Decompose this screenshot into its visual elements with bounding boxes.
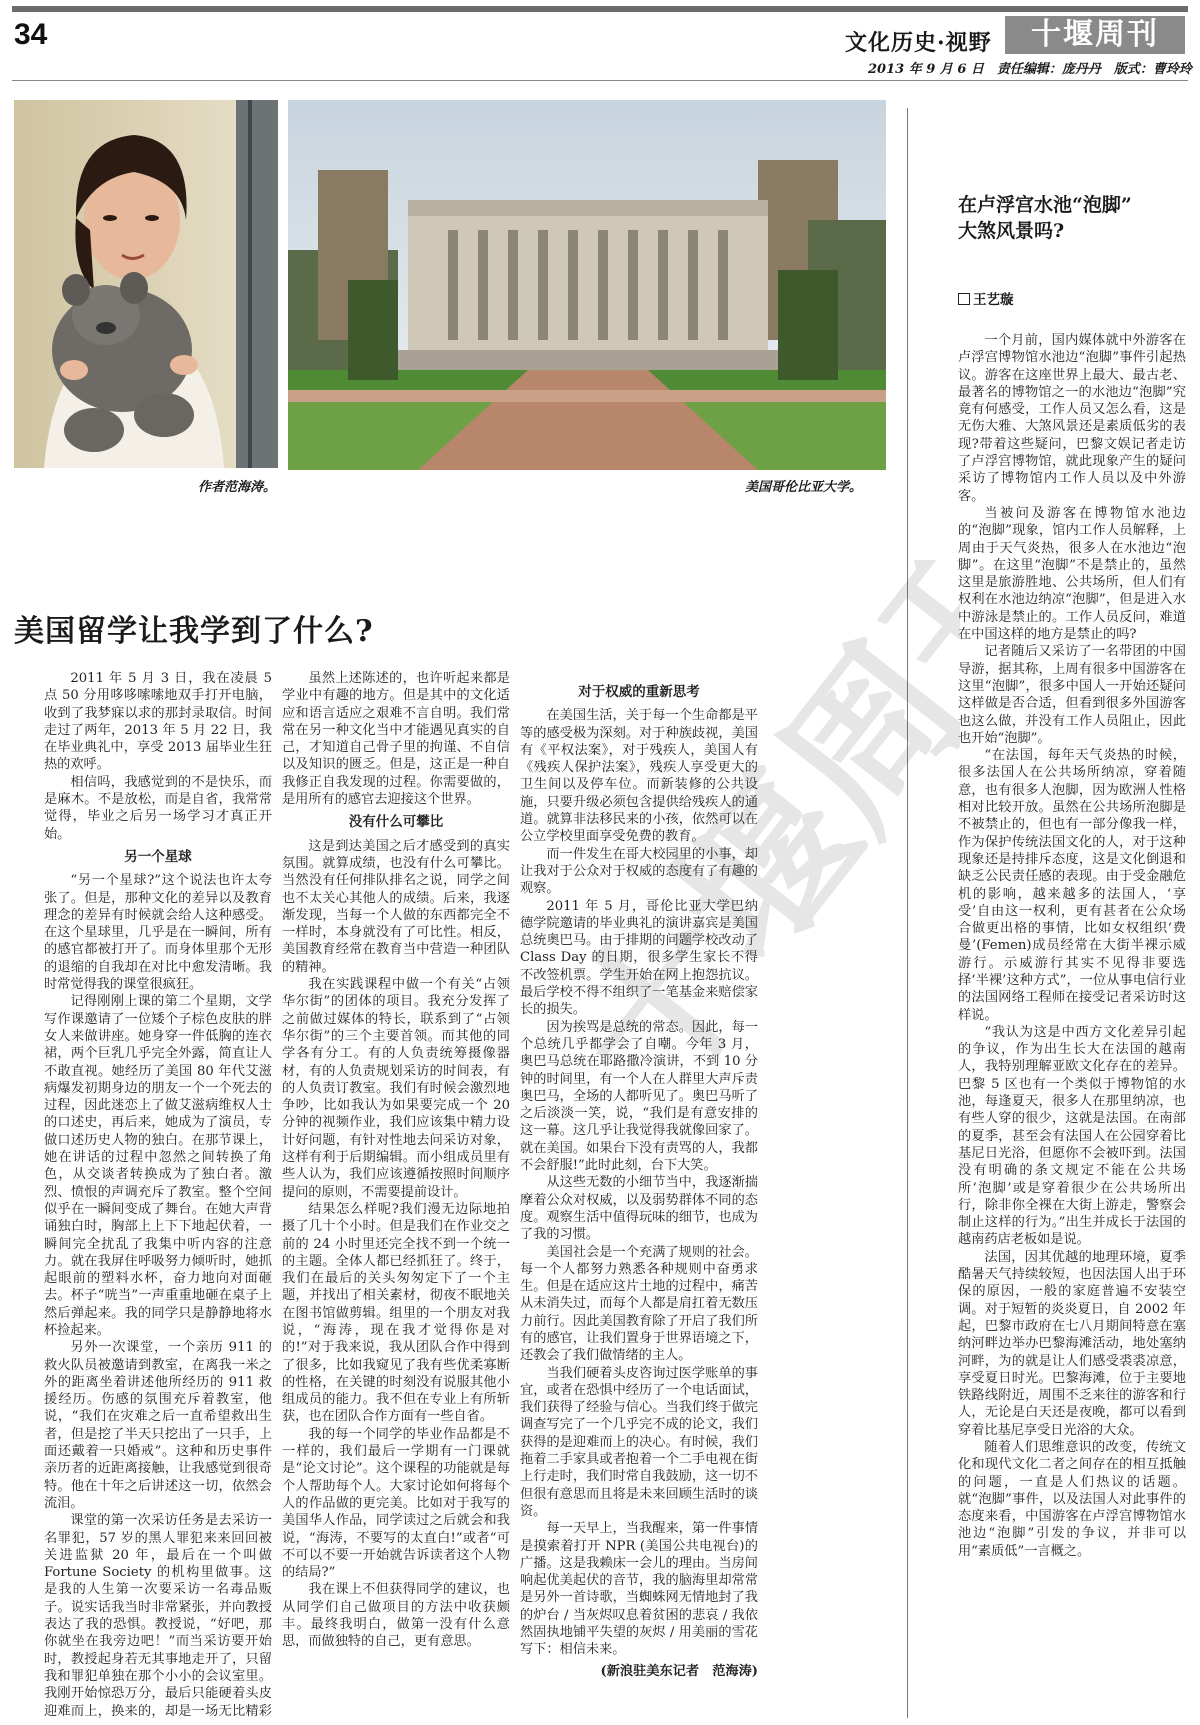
article-column-2 bbox=[282, 670, 510, 1720]
columbia-photo bbox=[288, 100, 886, 470]
article-byline: (新浪驻美东记者 范海涛) bbox=[600, 1663, 758, 1679]
page-number: 34 bbox=[14, 18, 48, 51]
sidebar-title-line-1: 在卢浮宫水池“泡脚” bbox=[958, 194, 1132, 216]
sidebar-paragraph: “在法国，每年天气炎热的时候，很多法国人在公共场所纳凉，穿着随意，也有很多人泡脚，因为欧洲人性格相对比较开放。虽然在公共场所泡脚是不被禁止的，但也有一部分像我一样，作为保护传统法国文化的人，对于这种现象还是持排斥态度，这是文化倒退和缺乏公民责任感的表现。由于受金融危机的影响，越来越多的法国人，‘享受’自由这一权利，更有甚者在公众场合做更出格的事情，比如女权组织‘费曼’(Femen)成员经常在大街半裸示威游行。示威游行其实不见得非要选择‘半裸’这种方式”，一位从事电信行业的法国网络工程师在接受记者采访时这样说。 bbox=[958, 748, 1186, 1023]
sidebar-author-name: 王艺璇 bbox=[973, 292, 1014, 308]
columbia-photo-caption: 美国哥伦比亚大学。 bbox=[745, 480, 863, 495]
paragraph: 记得刚刚上课的第二个星期，文学写作课邀请了一位矮个子棕色皮肤的胖女人来做讲座。她身穿一件低胸的连衣裙，两个巨乳几乎完全外露，简直让人不敢直视。她经历了美国 80 年代艾滋病爆发初期身边的朋友一个一个死去的过程，因此迷恋上了做艾滋病维权人士的口述史，再后来，她成为了演员，专做口述历史人物的独白。在那节课上，她在讲话的过程中忽然之间转换了角色，从交谈者转换成为了独白者。激烈、愤恨的声调充斥了教室。整个空间似乎在一瞬间变成了舞台。在她大声背诵独白时，胸部上上下下地起伏着，一瞬间完全扰乱了我集中听内容的注意力。就在我屏住呼吸努力倾听时，她抓起眼前的塑料水杯，奋力地向对面砸去。杯子“咣当”一声重重地砸在桌子上然后弹起来。我的同学只是静静地将水杯捡起来。 bbox=[44, 994, 272, 1338]
subheading: 对于权威的重新思考 bbox=[578, 684, 700, 700]
sidebar-paragraph: 记者随后又采访了一名带团的中国导游，据其称，上周有很多中国游客在这里“泡脚”，很多中国人一开始还疑问这样做是否合适，但看到很多外国游客也这么做，并没有工作人员阻止，因此也开始“泡脚”。 bbox=[958, 644, 1186, 746]
sidebar-body bbox=[958, 332, 1186, 1720]
svg-text:十堰周刊: 十堰周刊 bbox=[534, 560, 960, 1080]
paragraph: 我的每一个同学的毕业作品都是不一样的，我们最后一学期有一门课就是“论文讨论”。这个课程的功能就是每个人帮助每个人。大家讨论如何将每个人的作品做的更完美。比如对于我写的美国华人作品，同学读过之后就会和我说，“海涛，不要写的太直白!”或者“可不可以不要一开始就告诉读者这个人物的结局?” bbox=[282, 1426, 510, 1581]
paragraph: 2011 年 5 月 3 日，我在凌晨 5 点 50 分用哆哆嗦嗦地双手打开电脑，收到了我梦寐以求的那封录取信。时间走过了两年，2013 年 5 月 22 日，我在毕业典礼中，享受 2013 届毕业生狂热的欢呼。 bbox=[44, 671, 272, 773]
paragraph: “另一个星球?”这个说法也许太夸张了。但是，那种文化的差异以及教育理念的差异有时候就会给人这种感受。在这个星球里，几乎是在一瞬间，所有的感官都被打开了。而身体里那个无形的退缩的自我却在对比中愈发清晰。我时常觉得我的课堂很疯狂。 bbox=[44, 873, 272, 993]
column-divider bbox=[907, 108, 908, 1718]
author-photo-caption: 作者范海涛。 bbox=[198, 480, 277, 495]
section-title: 文化历史·视野 bbox=[845, 30, 992, 56]
top-rule bbox=[12, 6, 1188, 12]
article-column-1 bbox=[44, 670, 272, 1720]
paragraph: 我在课上不但获得同学的建议，也从同学们自己做项目的方法中收获颇丰。最终我明白，做第一没有什么意思，而做独特的自己，更有意思。 bbox=[282, 1582, 510, 1650]
paragraph: 因为挨骂是总统的常态。因此，每一个总统几乎都学会了自嘲。今年 3 月，奥巴马总统在耶路撒冷演讲，不到 10 分钟的时间里，有一个人在人群里大声斥责奥巴马，全场的人都听见了。奥巴马听了之后淡淡一笑，说，“我们是有意安排的这一幕。这几乎让我觉得我就像回家了。就在美国。如果台下没有责骂的人，我都不会舒服!”此时此刻，台下大笑。 bbox=[520, 1019, 758, 1174]
paragraph: 2011 年 5 月，哥伦比亚大学巴纳德学院邀请的毕业典礼的演讲嘉宾是美国总统奥巴马。由于排期的问题学校改动了 Class Day 的日期，很多学生家长不得不改签机票。学生开始在网上抱怨抗议。最后学校不得不组织了一笔基金来赔偿家长的损失。 bbox=[520, 898, 758, 1018]
sidebar-title bbox=[958, 192, 1132, 244]
byline-box-icon bbox=[958, 293, 970, 305]
sidebar-paragraph: 法国，因其优越的地理环境，夏季酷暑天气持续较短，也因法国人出于环保的原因，一般的家庭普遍不安装空调。对于短暂的炎炎夏日，自 2002 年起，巴黎市政府在七八月期间特意在塞纳河畔边举办巴黎海滩活动，地处塞纳河畔，为的就是让人们感受裘裘凉意，享受夏日时光。巴黎海滩，位于主要地铁路线附近，周围不乏来往的游客和行人，无论是白天还是夜晚，都可以看到穿着比基尼享受日光浴的大众。 bbox=[958, 1249, 1186, 1438]
sidebar-author bbox=[958, 288, 1014, 308]
subheading: 没有什么可攀比 bbox=[348, 814, 444, 831]
sidebar-title-line-2: 大煞风景吗? bbox=[958, 220, 1065, 242]
paragraph: 虽然上述陈述的，也许听起来都是学业中有趣的地方。但是其中的文化适应和语言适应之艰难不言自明。我们常常在另一种文化当中才能遇见真实的自己，才知道自己骨子里的拘谨、不自信以及知识的匮乏。但是，这正是一种自我修正自我发现的过程。你需要做的，是用所有的感官去迎接这个世界。 bbox=[282, 671, 510, 808]
paragraph: 我在实践课程中做一个有关“占领华尔街”的团体的项目。我充分发挥了之前做过媒体的特长，联系到了“占领华尔街”的三个主要首领。而其他的同学各有分工。有的人负责统筹摄像器材，有的人负责规划采访的时间表，有的人负责订教室。我们有时候会激烈地争吵，比如我认为如果要完成一个 20 分钟的视频作业，我们应该集中精力设计好问题，有针对性地去问采访对象，这样有利于后期编辑。而小组成员里有些人认为，我们应该遵循按照时间顺序提问的原则，不需要提前设计。 bbox=[282, 977, 510, 1200]
paragraph: 当我们硬着头皮咨询过医学账单的事宜，或者在恐惧中经历了一个电话面试，我们获得了经验与信心。当我们终于做完调查写完了一个几乎完不成的论文，我们获得的是迎难而上的决心。有时候，我们拖着二手家具或者抱着一个二手电视在街上行走时，我们时常自我鼓励，这一切不但很有意思而且将是未来回顾生活时的谈资。 bbox=[520, 1365, 758, 1519]
paragraph: 而一件发生在哥大校园里的小事，却让我对于公众对于权威的态度有了有趣的观察。 bbox=[520, 846, 758, 897]
article-headline: 美国留学让我学到了什么? bbox=[14, 614, 374, 649]
masthead-logo: 十堰周刊 bbox=[1005, 16, 1185, 54]
issue-meta: 2013 年 9 月 6 日 责任编辑：庞丹丹 版式：曹玲玲 bbox=[868, 62, 1192, 77]
sidebar-paragraph: 当被问及游客在博物馆水池边的“泡脚”现象，馆内工作人员解释，上周由于天气炎热，很多人在水池边“泡脚”。在这里“泡脚”不是禁止的，虽然这里是旅游胜地、公共场所，但人们有权利在水池边纳凉“泡脚”，但是进入水中游泳是禁止的。工作人员反问，难道在中国这样的地方是禁止的吗? bbox=[958, 505, 1186, 643]
paragraph: 这是到达美国之后才感受到的真实氛围。就算成绩，也没有什么可攀比。当然没有任何排队排名之说，同学之间也不太关心其他人的成绩。后来，我逐渐发现，当每一个人做的东西都完全不一样时，本身就没有了可比性。相反，美国教育经常在教育当中营造一种团队的精神。 bbox=[282, 838, 510, 975]
author-photo bbox=[14, 100, 278, 468]
sidebar-paragraph: “我认为这是中西方文化差异引起的争议，作为出生长大在法国的越南人，我特别理解亚欧文化存在的差异。巴黎 5 区也有一个类似于博物馆的水池，每逢夏天，很多人在那里纳凉，也有些人穿的很少，这就是法国。在南部的夏季，甚至会有法国人在公园穿着比基尼日光浴，但愿你不会被吓到。法国没有明确的条文规定不能在公共场所‘泡脚’或是穿着很少在公共场所出行，除非你全裸在大街上游走，警察会制止这样的行为。”出生并成长于法国的越南药店老板如是说。 bbox=[958, 1024, 1186, 1248]
paragraph: 从这些无数的小细节当中，我逐渐揣摩着公众对权威，以及弱势群体不同的态度。观察生活中值得玩味的细节，也成为了我的习惯。 bbox=[520, 1175, 758, 1243]
paragraph: 课堂的第一次采访任务是去采访一名罪犯，57 岁的黑人罪犯来来回回被关进监狱 20 年，最后在一个叫做 Fortune Society 的机构里做事。这是我的人生第一次要采访一名毒品贩子。说实话我当时非常紧张，并向教授表达了我的恐惧。教授说，“好吧，那你就坐在我旁边吧！”而当采访要开始时，教授起身若无其事地走开了，只留我和罪犯单独在那个小小的会议室里。我刚开始惊恐万分，最后只能硬着头皮迎难而上，换来的，却是一场无比精彩 bbox=[44, 1513, 272, 1719]
paragraph: 另外一次课堂，一个亲历 911 的救火队员被邀请到教室，在离我一米之外的距离坐着讲述他所经历的 911 救援经历。伤感的氛围充斥着教室，他说，“我们在灾难之后一直希望救出生者，但是挖了半天只挖出了一只手，上面还戴着一只婚戒”。这种和历史事件亲历者的近距离接触，让我感觉到很奇特。他在十年之后讲述这一切，依然会流泪。 bbox=[44, 1340, 272, 1511]
header-divider bbox=[12, 80, 1188, 81]
paragraph: 美国社会是一个充满了规则的社会。每一个人都努力熟悉各种规则中奋勇求生。但是在适应这片土地的过程中，痛苦从未消失过，而每个人都是肩扛着无数压力前行。因此美国教育除了开启了我们所有的感官，让我们置身于世界语境之下，还教会了我们做情绪的主人。 bbox=[520, 1244, 758, 1364]
subheading: 另一个星球 bbox=[124, 848, 192, 865]
article-column-3 bbox=[520, 678, 758, 1720]
paragraph: 在美国生活，关于每一个生命都是平等的感受极为深刻。对于种族歧视，美国有《平权法案》，对于残疾人，美国人有《残疾人保护法案》，残疾人享受更大的卫生间以及停车位。而新装修的公共设施，只要升级必须包含提供给残疾人的通道。就算非法移民来的小孩，依然可以在公立学校里面享受免费的教育。 bbox=[520, 708, 758, 845]
sidebar-paragraph: 随着人们思维意识的改变，传统文化和现代文化二者之间存在的相互抵触的问题，一直是人们热议的话题。就“泡脚”事件，以及法国人对此事件的态度来看，中国游客在卢浮宫博物馆水池边“泡脚”引发的争议，并非可以用“素质低”一言概之。 bbox=[958, 1440, 1186, 1559]
paragraph: 结果怎么样呢?我们漫无边际地拍摄了几十个小时。但是我们在作业交之前的 24 小时里还完全找不到一个统一的主题。全体人都已经抓狂了。终于，我们在最后的关头匆匆定下了一个主题，并找出了相关素材，彻夜不眠地关在图书馆做剪辑。组里的一个朋友对我说，“海涛，现在我才觉得你是对的!”对于我来说，我从团队合作中得到了很多，比如我窥见了我有些优柔寡断的性格，在关键的时刻没有说服其他小组成员的能力。我不但在专业上有所斩获，也在团队合作方面有一些自省。 bbox=[282, 1201, 510, 1425]
paragraph: 每一天早上，当我醒来，第一件事情是摸索着打开 NPR (美国公共电视台)的广播。这是我赖床一会儿的理由。当房间响起优美起伏的音节，我的脑海里却常常是另外一首诗歌，当蜘蛛网无情地封了我的炉台 / 当灰烬叹息着贫困的悲哀 / 我依然固执地铺平失望的灰烬 / 用美丽的雪花写下：相信未来。 bbox=[520, 1521, 758, 1658]
sidebar-paragraph: 一个月前，国内媒体就中外游客在卢浮宫博物馆水池边“泡脚”事件引起热议。游客在这座世界上最大、最古老、最著名的博物馆之一的水池边“泡脚”究竟有何感受，工作人员又怎么看，这是无伤大雅、大煞风景还是素质低劣的表现?带着这些疑问，巴黎文娱记者走访了卢浮宫博物馆，就此现象产生的疑问采访了博物馆内工作人员以及中外游客。 bbox=[958, 333, 1186, 504]
paragraph: 相信吗，我感觉到的不是快乐，而是麻木。不是放松，而是自省，我常常觉得，毕业之后另一场学习才真正开始。 bbox=[44, 774, 272, 842]
